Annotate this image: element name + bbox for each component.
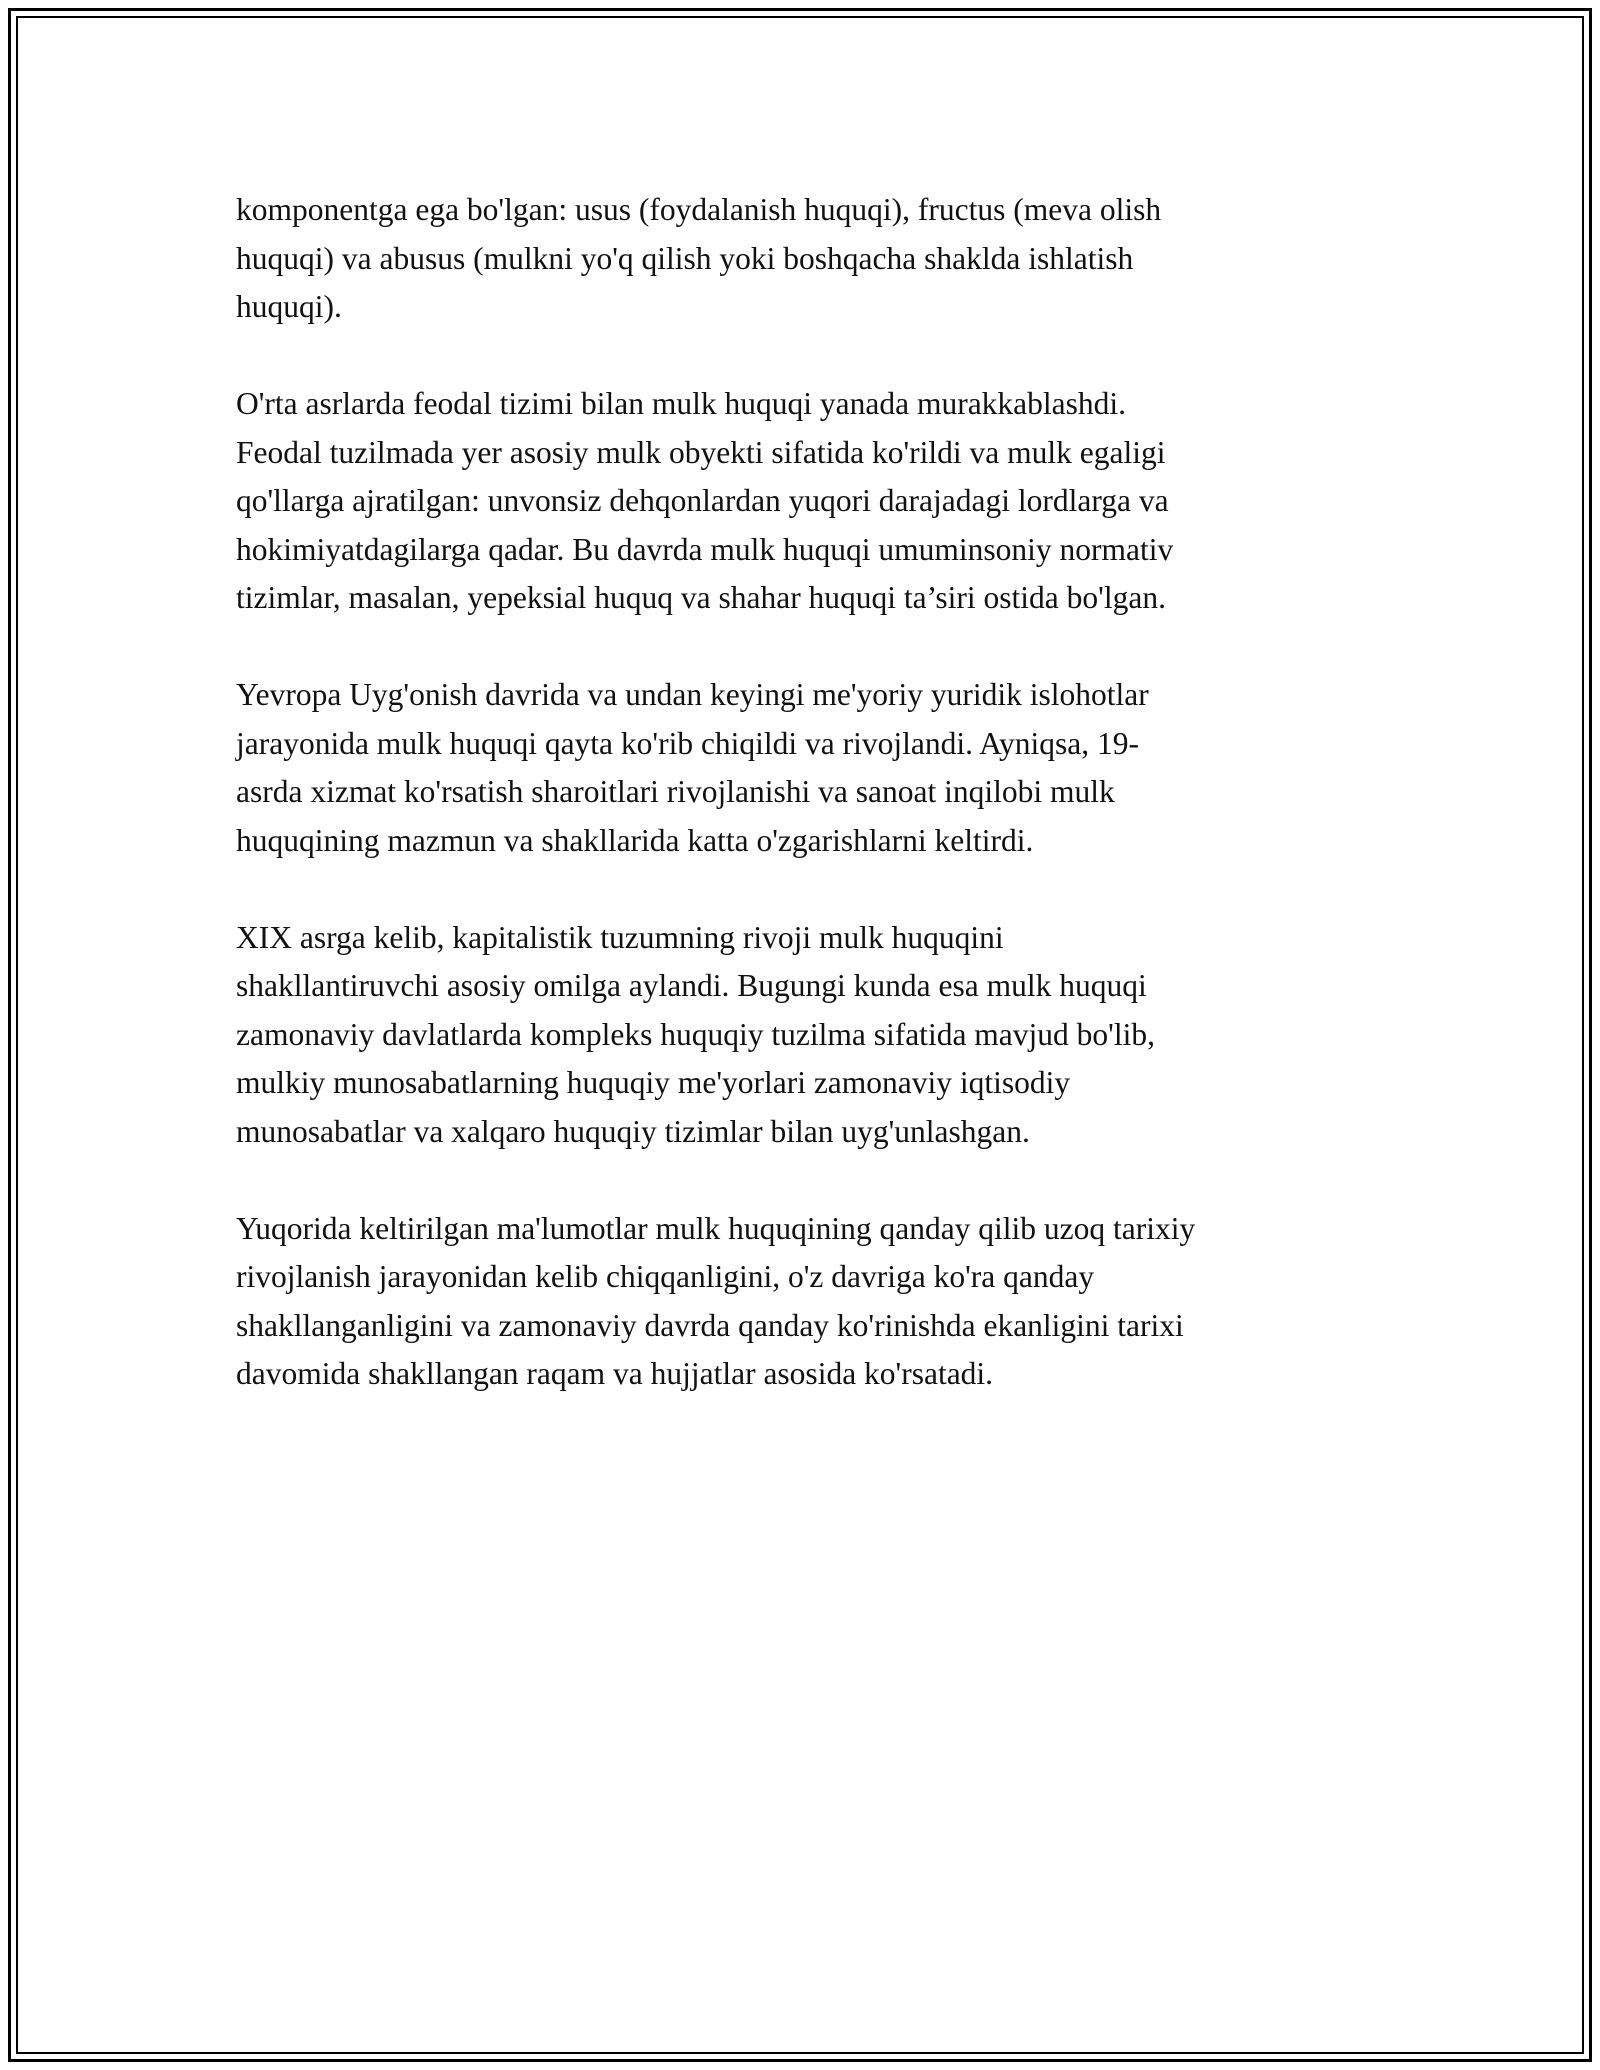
paragraph-property-components: komponentga ega bo'lgan: usus (foydalanish huquqi), fructus (meva olish huquqi) va abusus (mulkni yo'q qilish yoki boshqacha shaklda ishlatish huquqi). — [236, 192, 1162, 324]
paragraph-conclusion: Yuqorida keltirilgan ma'lumotlar mulk huquqining qanday qilib uzoq tarixiy rivojlanish jarayonidan kelib chiqqanligini, o'z davriga ko'ra qanday shakllanganligini va zamonaviy davrda qanday ko'rinishda ekanligini tarixi davomida shakllangan raqam va hujjatlar asosida ko'rsatadi. — [236, 1210, 1196, 1391]
document-body — [236, 186, 1366, 1447]
paragraph-middle-ages: O'rta asrlarda feodal tizimi bilan mulk huquqi yanada murakkablashdi. Feodal tuzilmada yer asosiy mulk obyekti sifatida ko'rildi va mulk egaligi qo'llarga ajratilgan: unvonsiz dehqonlardan yuqori darajadagi lordlarga va hokimiyatdagilarga qadar. Bu davrda mulk huquqi umuminsoniy normativ tizimlar, masalan, yepeksial huquq va shahar huquqi ta’siri ostida bo'lgan. — [236, 386, 1174, 615]
paragraph-renaissance: Yevropa Uyg'onish davrida va undan keyingi me'yoriy yuridik islohotlar jarayonida mulk huquqi qayta ko'rib chiqildi va rivojlandi. Ayniqsa, 19- asrda xizmat ko'rsatish sharoitlari rivojlanishi va sanoat inqilobi mulk huquqining mazmun va shakllarida katta o'zgarishlarni keltirdi. — [236, 677, 1149, 858]
paragraph-nineteenth-century: XIX asrga kelib, kapitalistik tuzumning rivoji mulk huquqini shakllantiruvchi asosiy omilga aylandi. Bugungi kunda esa mulk huquqi zamonaviy davlatlarda kompleks huquqiy tuzilma sifatida mavjud bo'lib, mulkiy munosabatlarning huquqiy me'yorlari zamonaviy iqtisodiy munosabatlar va xalqaro huquqiy tizimlar bilan uyg'unlashgan. — [236, 919, 1155, 1149]
